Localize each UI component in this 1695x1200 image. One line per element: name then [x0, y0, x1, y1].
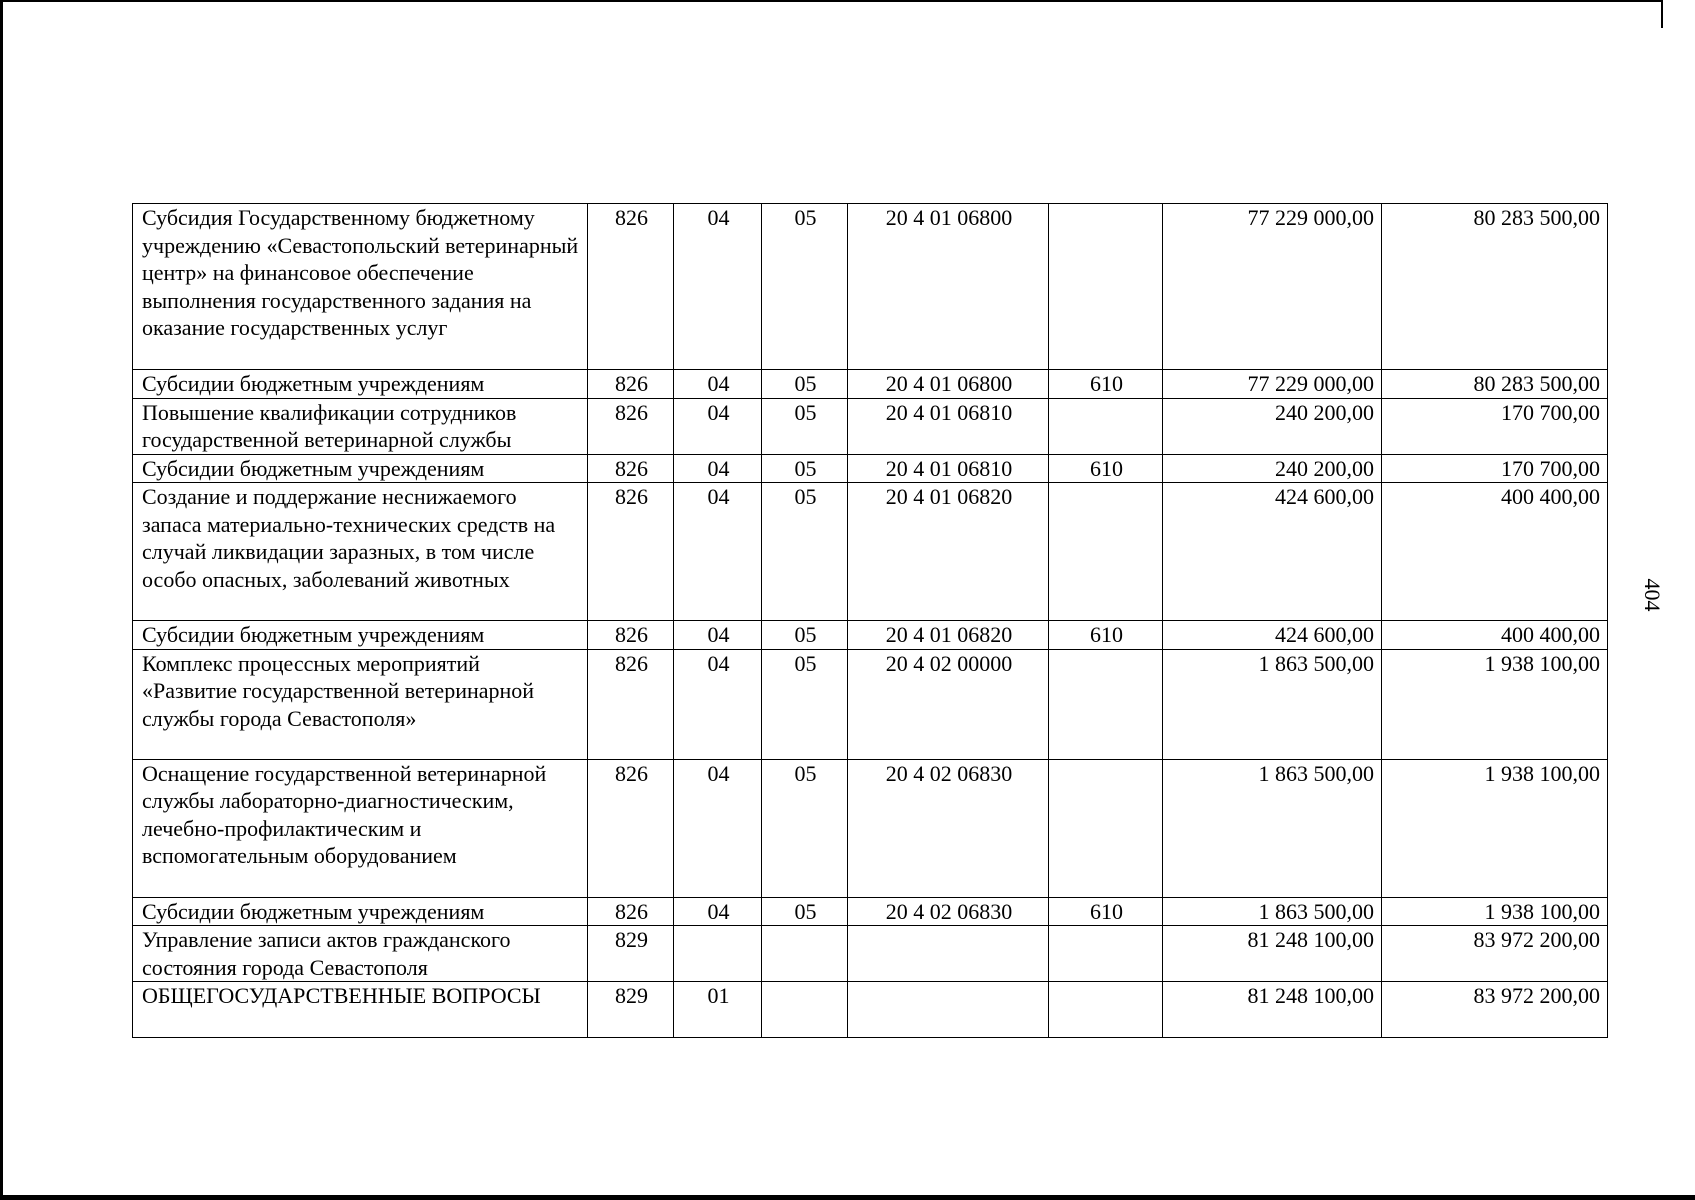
table-row [133, 370, 1608, 399]
cell-grbs: 826 [588, 398, 674, 454]
cell-sum-1: 424 600,00 [1163, 483, 1382, 621]
cell-sum-2: 1 938 100,00 [1382, 897, 1608, 926]
cell-section: 04 [674, 454, 762, 483]
cell-grbs: 826 [588, 204, 674, 370]
cell-section: 04 [674, 398, 762, 454]
cell-grbs: 829 [588, 926, 674, 982]
cell-name: Повышение квалификации сотрудников государственной ветеринарной службы [133, 398, 588, 454]
table-row [133, 759, 1608, 897]
cell-sum-1: 77 229 000,00 [1163, 370, 1382, 399]
cell-section [674, 926, 762, 982]
cell-expense-type [1049, 982, 1163, 1038]
cell-name: Управление записи актов гражданского состояния города Севастополя [133, 926, 588, 982]
cell-subsection: 05 [762, 398, 848, 454]
cell-name: Субсидии бюджетным учреждениям [133, 897, 588, 926]
cell-sum-2: 400 400,00 [1382, 483, 1608, 621]
cell-expense-type: 610 [1049, 454, 1163, 483]
cell-sum-1: 424 600,00 [1163, 621, 1382, 650]
cell-expense-type [1049, 649, 1163, 759]
cell-sum-2: 400 400,00 [1382, 621, 1608, 650]
cell-target-article: 20 4 01 06810 [848, 454, 1049, 483]
cell-section: 04 [674, 370, 762, 399]
cell-target-article [848, 926, 1049, 982]
cell-target-article: 20 4 01 06800 [848, 204, 1049, 370]
cell-subsection: 05 [762, 897, 848, 926]
cell-grbs: 826 [588, 759, 674, 897]
cell-subsection: 05 [762, 483, 848, 621]
cell-section: 04 [674, 897, 762, 926]
page-border-bottom [0, 1195, 1695, 1200]
cell-expense-type [1049, 926, 1163, 982]
page-number: 404 [1640, 578, 1665, 612]
cell-expense-type [1049, 398, 1163, 454]
cell-grbs: 826 [588, 483, 674, 621]
cell-target-article: 20 4 01 06800 [848, 370, 1049, 399]
budget-table [132, 203, 1608, 1038]
cell-subsection [762, 926, 848, 982]
cell-grbs: 826 [588, 370, 674, 399]
table-row [133, 483, 1608, 621]
table-row [133, 897, 1608, 926]
cell-target-article: 20 4 02 00000 [848, 649, 1049, 759]
cell-section: 04 [674, 483, 762, 621]
cell-section: 01 [674, 982, 762, 1038]
table-row [133, 649, 1608, 759]
cell-name: Создание и поддержание неснижаемого запаса материально-технических средств на случай ликвидации заразных, в том числе особо опасных, заболеваний животных [133, 483, 588, 621]
table-row [133, 204, 1608, 370]
cell-name: ОБЩЕГОСУДАРСТВЕННЫЕ ВОПРОСЫ [133, 982, 588, 1038]
cell-sum-2: 170 700,00 [1382, 454, 1608, 483]
cell-sum-1: 1 863 500,00 [1163, 649, 1382, 759]
table-row [133, 621, 1608, 650]
cell-subsection: 05 [762, 649, 848, 759]
page-border-top [0, 0, 1663, 2]
table-row [133, 926, 1608, 982]
cell-subsection: 05 [762, 759, 848, 897]
cell-expense-type [1049, 204, 1163, 370]
cell-target-article: 20 4 01 06820 [848, 621, 1049, 650]
cell-sum-2: 83 972 200,00 [1382, 926, 1608, 982]
cell-section: 04 [674, 759, 762, 897]
cell-grbs: 826 [588, 621, 674, 650]
cell-grbs: 826 [588, 649, 674, 759]
cell-sum-1: 81 248 100,00 [1163, 926, 1382, 982]
cell-sum-1: 240 200,00 [1163, 398, 1382, 454]
cell-target-article: 20 4 01 06810 [848, 398, 1049, 454]
cell-name: Субсидия Государственному бюджетному учреждению «Севастопольский ветеринарный центр» на финансовое обеспечение выполнения государственного задания на оказание государственных услуг [133, 204, 588, 370]
cell-expense-type [1049, 483, 1163, 621]
cell-sum-1: 240 200,00 [1163, 454, 1382, 483]
cell-target-article [848, 982, 1049, 1038]
cell-section: 04 [674, 649, 762, 759]
table-row [133, 454, 1608, 483]
cell-sum-1: 81 248 100,00 [1163, 982, 1382, 1038]
cell-sum-1: 77 229 000,00 [1163, 204, 1382, 370]
cell-grbs: 826 [588, 454, 674, 483]
cell-expense-type: 610 [1049, 621, 1163, 650]
cell-subsection: 05 [762, 370, 848, 399]
page-border-left [0, 0, 3, 1200]
cell-subsection: 05 [762, 454, 848, 483]
cell-name: Комплекс процессных мероприятий «Развитие государственной ветеринарной службы города Севастополя» [133, 649, 588, 759]
cell-sum-2: 83 972 200,00 [1382, 982, 1608, 1038]
cell-expense-type: 610 [1049, 370, 1163, 399]
table-row [133, 398, 1608, 454]
cell-sum-2: 80 283 500,00 [1382, 204, 1608, 370]
cell-name: Оснащение государственной ветеринарной службы лабораторно-диагностическим, лечебно-профилактическим и вспомогательным оборудованием [133, 759, 588, 897]
cell-sum-2: 1 938 100,00 [1382, 649, 1608, 759]
cell-subsection [762, 982, 848, 1038]
page-border-right [1661, 0, 1663, 28]
cell-sum-1: 1 863 500,00 [1163, 759, 1382, 897]
cell-sum-2: 170 700,00 [1382, 398, 1608, 454]
cell-expense-type [1049, 759, 1163, 897]
cell-name: Субсидии бюджетным учреждениям [133, 621, 588, 650]
cell-name: Субсидии бюджетным учреждениям [133, 454, 588, 483]
cell-name: Субсидии бюджетным учреждениям [133, 370, 588, 399]
cell-section: 04 [674, 621, 762, 650]
cell-target-article: 20 4 02 06830 [848, 897, 1049, 926]
cell-subsection: 05 [762, 621, 848, 650]
cell-subsection: 05 [762, 204, 848, 370]
cell-section: 04 [674, 204, 762, 370]
cell-grbs: 829 [588, 982, 674, 1038]
cell-expense-type: 610 [1049, 897, 1163, 926]
table-row [133, 982, 1608, 1038]
cell-sum-2: 1 938 100,00 [1382, 759, 1608, 897]
cell-sum-2: 80 283 500,00 [1382, 370, 1608, 399]
cell-grbs: 826 [588, 897, 674, 926]
cell-target-article: 20 4 02 06830 [848, 759, 1049, 897]
cell-target-article: 20 4 01 06820 [848, 483, 1049, 621]
cell-sum-1: 1 863 500,00 [1163, 897, 1382, 926]
